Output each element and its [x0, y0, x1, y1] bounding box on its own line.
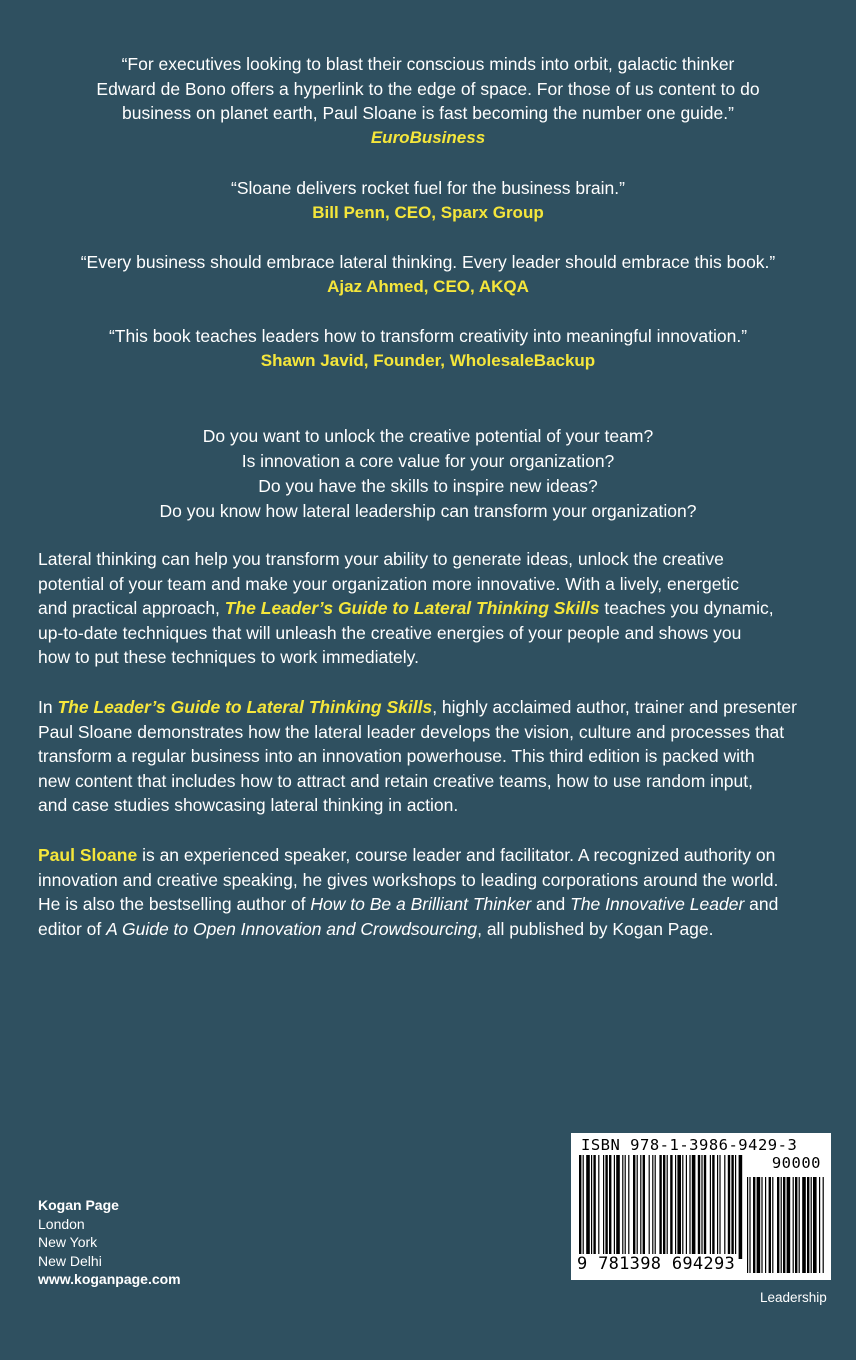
paragraph-line: potential of your team and make your organization more innovative. With a lively, energetic [38, 573, 740, 594]
addon-bar [757, 1177, 761, 1273]
quote-ajaz-ahmed [40, 250, 816, 299]
addon-bar [749, 1177, 750, 1273]
publisher-website: www.koganpage.com [38, 1271, 181, 1287]
barcode-bar [724, 1155, 725, 1259]
addon-bar [761, 1177, 762, 1273]
quote-bill-penn [40, 176, 816, 225]
barcode-bar [692, 1155, 696, 1259]
paragraph-line: innovation and creative speaking, he gives workshops to leading corporations around the world. [38, 869, 779, 890]
quote-shawn-javid [40, 324, 816, 373]
publisher-city: New York [38, 1234, 98, 1250]
barcode-bar [712, 1155, 714, 1259]
quote-source: Ajaz Ahmed, CEO, AKQA [327, 276, 529, 296]
publisher-city: New Delhi [38, 1252, 102, 1269]
barcode-bar [728, 1155, 730, 1259]
addon-bar [772, 1177, 773, 1273]
barcode-bar [698, 1155, 700, 1259]
quote-eurobusiness [40, 52, 816, 150]
book-title: The Leader’s Guide to Lateral Thinking Skills [57, 697, 433, 717]
barcode-bar [717, 1155, 718, 1259]
barcode-bar [609, 1155, 611, 1259]
quote-source: Shawn Javid, Founder, WholesaleBackup [260, 350, 596, 370]
text-span: and [744, 894, 779, 914]
quote-text: “For executives looking to blast their conscious minds into orbit, galactic thinker [121, 54, 735, 74]
barcode-bar [593, 1155, 595, 1259]
barcode-bar [628, 1155, 629, 1259]
publisher-city: London [38, 1215, 85, 1232]
text-span: , all published by Kogan Page. [477, 918, 714, 939]
barcode-bar [583, 1155, 584, 1259]
paragraph-line: transform a regular business into an innovation powerhouse. This third edition is packed with [38, 746, 755, 766]
addon-bar [769, 1177, 771, 1273]
addon-bar [799, 1177, 800, 1273]
quote-text: “Every business should embrace lateral thinking. Every leader should embrace this book.” [80, 252, 776, 272]
question-item: Do you have the skills to inspire new ideas? [258, 476, 598, 496]
addon-bar [813, 1177, 817, 1273]
barcode-bar [677, 1155, 681, 1259]
quote-text: “Sloane delivers rocket fuel for the business brain.” [231, 178, 625, 198]
barcode-bar [603, 1155, 604, 1259]
barcode-bar [643, 1155, 645, 1259]
quote-source: EuroBusiness [370, 127, 486, 147]
barcode-bar [614, 1155, 615, 1259]
paragraph-line [38, 695, 828, 720]
description-paragraph [38, 547, 828, 670]
addon-bar [793, 1177, 794, 1273]
category-label: Leadership [760, 1290, 827, 1305]
barcode-bar [655, 1155, 656, 1259]
content-paragraph [38, 695, 828, 818]
paragraph-line [38, 917, 828, 942]
quote-text: Edward de Bono offers a hyperlink to the edge of space. For those of us content to do [96, 78, 760, 99]
barcode-bar [670, 1155, 672, 1259]
question-item: Do you want to unlock the creative potential of your team? [202, 426, 654, 446]
barcode-bar [675, 1155, 676, 1259]
barcode-bar [652, 1155, 653, 1259]
barcode-bar [719, 1155, 720, 1259]
quote-text: business on planet earth, Paul Sloane is fast becoming the number one guide.” [122, 103, 734, 123]
quote-source: Bill Penn, CEO, Sparx Group [312, 202, 544, 222]
isbn-label: ISBN 978-1-3986-9429-3 [581, 1136, 798, 1154]
publisher-info [38, 1196, 181, 1289]
barcode-bar [622, 1155, 623, 1259]
question-list [40, 424, 816, 524]
paragraph-line: and case studies showcasing lateral thinking in action. [38, 795, 459, 815]
book-title: How to Be a Brilliant Thinker [310, 894, 532, 914]
addon-bar [765, 1177, 766, 1273]
paragraph-line [38, 596, 828, 621]
barcode-bar [689, 1155, 690, 1259]
book-title: The Leader’s Guide to Lateral Thinking Skills [224, 598, 600, 618]
barcode-bar [605, 1155, 607, 1259]
isbn-barcode [571, 1133, 831, 1280]
question-item: Is innovation a core value for your organization? [241, 451, 615, 471]
book-title: The Innovative Leader [570, 894, 745, 914]
paragraph-line: Lateral thinking can help you transform your ability to generate ideas, unlock the creative [38, 549, 724, 569]
barcode-bar [667, 1155, 668, 1259]
barcode-bar [579, 1155, 581, 1259]
barcode-bar [649, 1155, 650, 1259]
addon-bar [747, 1177, 748, 1273]
price-addon: 90000 [771, 1154, 821, 1172]
text-span: In [38, 697, 58, 717]
text-span: He is also the bestselling author of [38, 894, 311, 914]
barcode-bar [686, 1155, 687, 1259]
author-bio [38, 843, 828, 941]
addon-bar [795, 1177, 797, 1273]
paragraph-line [38, 892, 828, 917]
barcode-bar [616, 1155, 620, 1259]
barcode-bar [731, 1155, 733, 1259]
addon-bar [787, 1177, 791, 1273]
paragraph-line: how to put these techniques to work immediately. [38, 647, 419, 667]
addon-bar [823, 1177, 824, 1273]
paragraph-line [38, 843, 828, 868]
barcode-bar [659, 1155, 661, 1259]
barcode-bar [637, 1155, 638, 1259]
question-item: Do you know how lateral leadership can transform your organization? [159, 501, 697, 521]
author-name: Paul Sloane [38, 845, 138, 865]
barcode-bar [625, 1155, 626, 1259]
text-span: , highly acclaimed author, trainer and presenter [432, 697, 797, 717]
paragraph-line: up-to-date techniques that will unleash the creative energies of your people and shows you [38, 622, 742, 643]
barcode-bar [704, 1155, 706, 1259]
book-title: A Guide to Open Innovation and Crowdsourcing [106, 918, 478, 939]
text-span: and [531, 894, 571, 914]
barcode-bar [710, 1155, 711, 1259]
addon-bar [802, 1177, 806, 1273]
text-span: is an experienced speaker, course leader and facilitator. A recognized authority on [137, 845, 776, 865]
barcode-bar [701, 1155, 702, 1259]
addon-bar [807, 1177, 809, 1273]
text-span: editor of [38, 918, 107, 939]
text-span: and practical approach, [38, 598, 225, 618]
publisher-logo: Kogan Page [38, 1197, 119, 1213]
barcode-bar [598, 1155, 599, 1259]
barcode-bar [586, 1155, 590, 1259]
text-span: teaches you dynamic, [599, 598, 774, 618]
barcode-bar [739, 1155, 743, 1259]
paragraph-line: new content that includes how to attract and retain creative teams, how to use random input, [38, 770, 753, 791]
paragraph-line: Paul Sloane demonstrates how the lateral leader develops the vision, culture and processes that [38, 721, 785, 742]
ean-digits: 9 781398 694293 [577, 1254, 736, 1274]
addon-bar [811, 1177, 812, 1273]
addon-bar [777, 1177, 779, 1273]
quote-text: “This book teaches leaders how to transform creativity into meaningful innovation.” [108, 326, 748, 346]
barcode-bar [663, 1155, 665, 1259]
addon-bar [781, 1177, 782, 1273]
barcode-bar [682, 1155, 683, 1259]
barcode-bar [591, 1155, 592, 1259]
barcode-bar [640, 1155, 641, 1259]
addon-bar [783, 1177, 785, 1273]
addon-bar [819, 1177, 820, 1273]
barcode-bar [735, 1155, 736, 1259]
addon-bar [753, 1177, 755, 1273]
barcode-bar [633, 1155, 635, 1259]
